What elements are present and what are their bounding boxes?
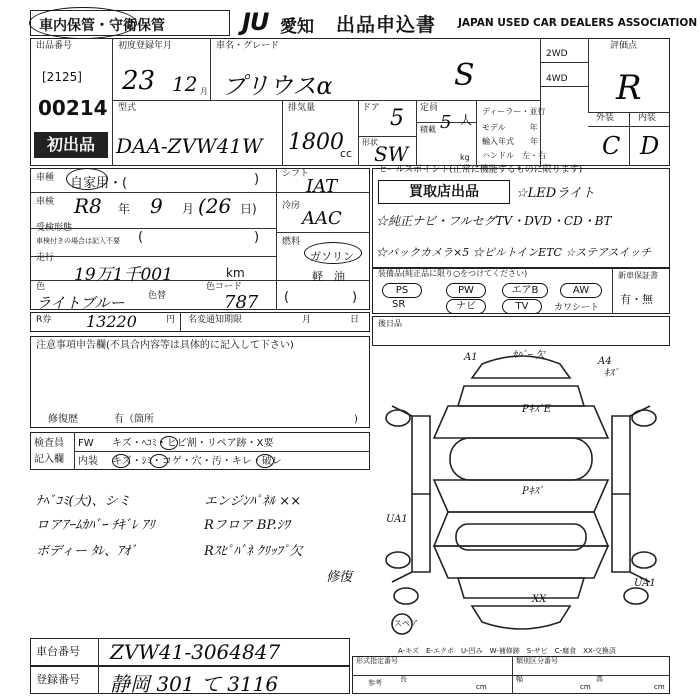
mileage-unit: km: [226, 266, 245, 280]
color-code-label: 色コード: [206, 282, 243, 292]
diagram-mark: ｶﾊﾞｰ 欠: [512, 350, 546, 361]
displacement-unit: cc: [340, 147, 353, 160]
width-unit: cm: [580, 683, 591, 691]
fuel-diesel: 軽 油: [312, 270, 345, 283]
repair-close: ): [354, 414, 358, 425]
inspection-month-value: 9: [150, 194, 163, 218]
body-shape-label: 形状: [362, 138, 378, 147]
equipment-navi: ナビ: [446, 299, 486, 314]
inspector-row2-prefix: 内装: [78, 456, 98, 467]
registration-label: 初度登録年月: [118, 41, 173, 51]
score-value: R: [616, 68, 642, 108]
form-title: 出品申込書: [336, 14, 437, 36]
storage-circle: [29, 7, 137, 39]
sales-point-line-3: ☆バックカメラ×5 ☆ビルトインETC ☆ステアスイッチ: [376, 246, 652, 259]
form-type-note: 車検付きの場合は記入不要: [36, 237, 120, 245]
car-name-value: プリウスα: [222, 72, 333, 100]
diagram-mark: Pｷｽﾞ: [522, 486, 544, 497]
inspector-comment: エンジﾝﾊﾟﾈﾙ ××: [204, 494, 302, 509]
lot-sub-number: [2125]: [42, 70, 82, 84]
fuel-gas-circle: [304, 242, 362, 264]
fuel-gas: ガソリン: [310, 250, 354, 263]
capacity-unit: 人: [460, 113, 473, 127]
inspection-day-value: (26: [198, 194, 232, 218]
car-grade-value: S: [454, 58, 475, 93]
inspection-era: R8: [74, 194, 102, 218]
diagram-mark: XX: [532, 594, 547, 605]
body-shape-value: SW: [374, 142, 409, 166]
class-label: 類別区分番号: [516, 657, 558, 665]
lot-number: 00214: [38, 96, 108, 120]
ref-label: 参考: [368, 679, 382, 687]
inspection-label: 車検: [36, 197, 55, 207]
buyer-tag: 買取店出品: [378, 180, 510, 204]
mark-circle: [112, 454, 130, 468]
storage-label: 車内保管・守衛保管: [30, 10, 230, 36]
form-type-close: ): [254, 230, 260, 245]
drive-4wd: 4WD: [546, 74, 568, 84]
deadline-month: 月: [302, 315, 312, 325]
fuel-label: 燃料: [282, 237, 301, 247]
diagram-mark: A1: [464, 352, 478, 363]
mark-circle: [150, 454, 168, 468]
diagram-mark: UA1: [634, 578, 656, 589]
designation-label: 形式指定番号: [356, 657, 398, 665]
repair-value: 有（箇所: [114, 414, 154, 425]
equipment-pw: PW: [446, 283, 486, 298]
lot-label: 出品番号: [36, 41, 73, 51]
score-label: 評価点: [610, 41, 638, 51]
later-label: 後日品: [378, 319, 402, 328]
form-type-open: (: [138, 230, 144, 245]
exterior-value: C: [602, 132, 621, 160]
form-type-label: 受検形態: [36, 223, 73, 233]
capacity-label: 定員: [420, 103, 439, 113]
load-label: 積載: [420, 125, 436, 134]
diagram-mark: UA1: [386, 514, 408, 525]
notes-label: 注意事項申告欄(不具合内容等は具体的に記入して下さい): [36, 340, 294, 351]
displacement-value: 1800: [288, 130, 344, 155]
height-unit: cm: [654, 683, 665, 691]
registration-month: 12: [172, 72, 198, 96]
warranty-label: 新車保証書: [618, 271, 658, 280]
month-unit: 月: [200, 87, 208, 96]
usage-circle: [66, 168, 108, 190]
inspection-day: 日): [240, 202, 257, 216]
equipment-tv: TV: [502, 299, 542, 314]
recycle-value: 13220: [86, 312, 137, 331]
shift-label: シフト: [282, 169, 310, 179]
color-paren-close: ): [352, 290, 358, 305]
equipment-aw: AW: [560, 283, 602, 298]
usage-label: 車種: [36, 173, 55, 183]
org-name: 愛知: [280, 17, 314, 37]
inspector-comment: Rフロア BP.ｼﾜ: [204, 518, 290, 533]
equipment-ps: PS: [382, 283, 422, 298]
warranty-value: 有・無: [620, 293, 653, 306]
inspector-row1-prefix: FW: [78, 438, 94, 449]
inspection-month: 月: [182, 202, 195, 216]
model-label: 型式: [118, 103, 137, 113]
association-name: JAPAN USED CAR DEALERS ASSOCIATION: [458, 17, 698, 29]
inspector-comment: ロアｱｰﾑｶﾊﾞｰ ﾁｷﾞﾚ ｱﾘ: [36, 518, 155, 533]
equipment-label: 装備品(純正品に限り○をつけてください): [378, 269, 528, 278]
equipment-airbag: エアB: [502, 283, 548, 298]
ju-logo: JU: [242, 8, 269, 36]
recycle-unit: 円: [166, 315, 176, 325]
sales-point-line-2: ☆純正ナビ・フルセグTV・DVD・CD・BT: [376, 214, 612, 228]
diagram-mark: A4: [598, 356, 612, 367]
inspector-row2: キズ・ｼﾐ・コゲ・穴・汚・キレ・破レ: [112, 456, 282, 467]
cooler-value: AAC: [302, 208, 342, 229]
plate-value: 静岡 301 て 3116: [110, 672, 279, 696]
sales-point-line-1: ☆LEDライト: [516, 186, 595, 201]
dealer-model-year: モデル 年: [482, 123, 538, 132]
doors-label: ドア: [362, 103, 380, 113]
dealer-import-year: 輸入年式 年: [482, 137, 538, 146]
inspector-row1: キズ・ﾍｺﾐ・ヒビ割・リペア跡・X要: [112, 438, 274, 449]
model-value: DAA-ZVW41W: [116, 134, 263, 158]
vin-value: ZVW41-3064847: [110, 640, 281, 664]
exterior-label: 外装: [596, 113, 615, 123]
length-label: 長: [400, 675, 407, 683]
sales-point-label: セールスポイント(正常に機能するものに限ります): [378, 165, 583, 175]
usage-close: ): [254, 172, 260, 187]
diagram-mark: スペア: [394, 619, 418, 628]
registration-year: 23: [122, 66, 156, 96]
dealer-handle: ハンドル 左・右: [482, 151, 546, 160]
repair-label: 修復歴: [48, 414, 78, 425]
vehicle-diagram: [372, 346, 670, 638]
displacement-label: 排気量: [288, 103, 316, 113]
car-name-label: 車名・グレード: [216, 41, 280, 51]
width-label: 幅: [516, 675, 523, 683]
color-paren-open: (: [284, 290, 290, 305]
later-block: [372, 316, 670, 346]
diagram-mark: ｷｽﾞ: [604, 368, 619, 379]
inspector-label-2: 記入欄: [34, 454, 64, 465]
color-label: 色: [36, 282, 46, 292]
deadline-day: 日: [350, 315, 360, 325]
vin-label: 車台番号: [36, 645, 80, 658]
inspector-signature: 修復: [326, 570, 353, 585]
doors-value: 5: [390, 106, 404, 131]
recycle-label: R券: [36, 315, 52, 325]
deadline-label: 名変通知期限: [188, 315, 243, 325]
length-unit: cm: [476, 683, 487, 691]
mileage-value: 19万1千001: [74, 265, 173, 285]
dealer-label: ディーラー・並行: [482, 107, 546, 116]
usage-value: 自家用・(: [70, 176, 128, 191]
load-unit: kg: [460, 153, 470, 162]
equipment-sr: SR: [392, 299, 406, 310]
inspector-comment: Rｽﾋﾟﾊﾞﾈ ｸﾘｯﾌﾟ欠: [204, 544, 303, 559]
inspector-label-1: 検査員: [34, 438, 64, 449]
shift-value: IAT: [306, 176, 338, 197]
color-change-label: 色替: [148, 291, 167, 301]
color-code-value: 787: [224, 292, 259, 313]
interior-label: 内装: [638, 113, 657, 123]
damage-legend: A-キズ E-エクボ U-凹み W-補修跡 S-サビ C-腐食 XX-交換済: [398, 647, 616, 655]
mark-circle: [160, 436, 178, 450]
mark-circle: [256, 454, 274, 468]
inspector-comment: ﾅﾍﾞｺﾐ(大)、シミ: [36, 494, 131, 509]
inspection-year: 年: [118, 202, 131, 216]
equipment-seat: カワシート: [554, 303, 600, 313]
drive-2wd: 2WD: [546, 49, 568, 59]
height-label: 高: [596, 675, 603, 683]
color-value: ライトブルー: [36, 294, 125, 312]
capacity-value: 5: [440, 112, 452, 133]
diagram-mark: PｷｽﾞE: [522, 404, 552, 415]
first-listing-badge: 初出品: [34, 132, 108, 158]
interior-value: D: [640, 132, 660, 160]
mileage-label: 走行: [36, 253, 55, 263]
cooler-label: 冷房: [282, 201, 301, 211]
inspector-comment: ボディー ﾀﾚ、ｱｵﾞ: [36, 544, 137, 559]
plate-label: 登録番号: [36, 673, 80, 686]
